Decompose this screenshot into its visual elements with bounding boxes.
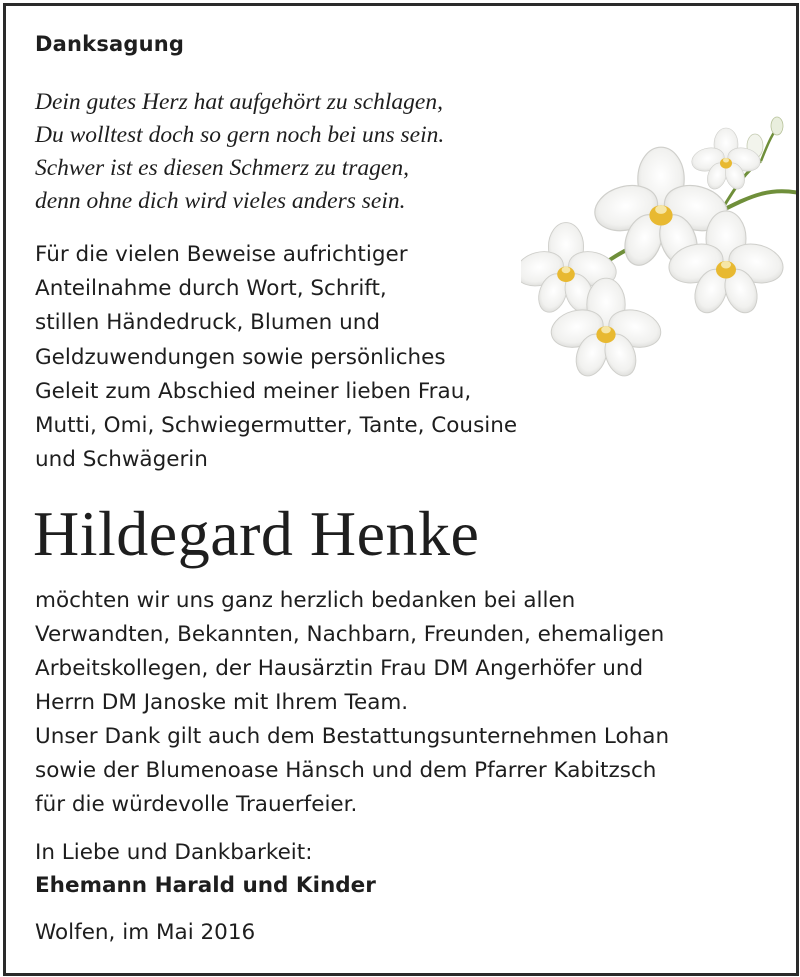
- poem-line: Du wolltest doch so gern noch bei uns sein.: [35, 122, 445, 148]
- text-line: Verwandten, Bekannten, Nachbarn, Freunden, ehemaligen: [35, 622, 665, 647]
- poem: [35, 86, 444, 218]
- closing-line: In Liebe und Dankbarkeit:: [35, 840, 313, 865]
- closing: [35, 836, 376, 902]
- gratitude-paragraph: [35, 584, 669, 822]
- text-line: Mutti, Omi, Schwiegermutter, Tante, Cousine: [35, 413, 518, 439]
- text-line: Herrn DM Janoske mit Ihrem Team.: [35, 690, 409, 715]
- text-line: für die würdevolle Trauerfeier.: [35, 792, 358, 817]
- text-line: sowie der Blumenoase Hänsch und dem Pfarrer Kabitzsch: [35, 758, 657, 783]
- text-line: möchten wir uns ganz herzlich bedanken bei allen: [35, 588, 576, 613]
- text-line: Arbeitskollegen, der Hausärztin Frau DM Angerhöfer und: [35, 656, 644, 681]
- text-line: Für die vielen Beweise aufrichtiger: [35, 242, 408, 267]
- orchid-flowers-image: [521, 116, 799, 386]
- poem-line: Dein gutes Herz hat aufgehört zu schlagen,: [35, 89, 443, 115]
- poem-line: denn ohne dich wird vieles anders sein.: [35, 188, 406, 214]
- obituary-notice: [3, 3, 799, 976]
- text-line: Geleit zum Abschied meiner lieben Frau,: [35, 378, 472, 404]
- poem-line: Schwer ist es diesen Schmerz zu tragen,: [35, 155, 409, 181]
- text-line: Anteilnahme durch Wort, Schrift,: [35, 276, 387, 302]
- text-line: Geldzuwendungen sowie persönliches: [35, 344, 446, 370]
- place-date: Wolfen, im Mai 2016: [35, 920, 256, 945]
- thanks-paragraph: [35, 238, 517, 477]
- text-line: stillen Händedruck, Blumen und: [35, 310, 381, 336]
- text-line: und Schwägerin: [35, 447, 208, 473]
- deceased-name: Hildegard Henke: [33, 498, 480, 569]
- signer: Ehemann Harald und Kinder: [35, 873, 376, 898]
- text-line: Unser Dank gilt auch dem Bestattungsunternehmen Lohan: [35, 724, 670, 749]
- heading: Danksagung: [35, 32, 185, 56]
